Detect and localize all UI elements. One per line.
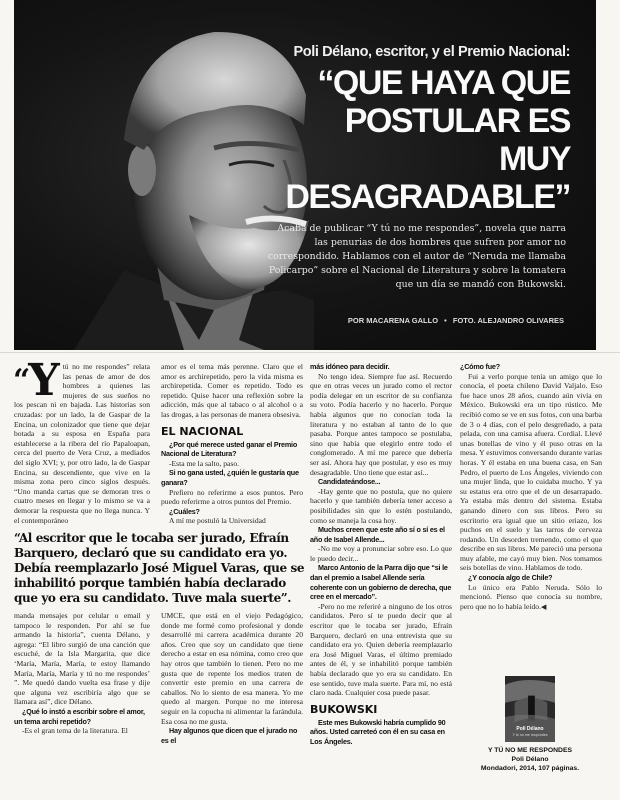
interview-question: Si no gana usted, ¿quién le gustaría que ganara? [161,468,299,487]
book-caption [470,746,590,773]
body-paragraph: amor es el tema más perenne. Claro que el amor es archirepetido, pero la vida misma es archirepetida. Comer es repetido. Todo es repetido. Quise hacer una reflexión sobre la adicción, más que al tabaco o al alcohol o a las drogas, a las personas de manera obsesiva. [161,362,303,419]
pull-quote: “Al escritor que le tocaba ser jurado, Efraín Barquero, declaró que su candidato era yo. Debía reemplazarlo José Miguel Varas, que se inhabilitó porque también había declarado que yo era su candidato. Tuve mala suerte”. [14,531,305,605]
interview-question: ¿Qué lo instó a escribir sobre el amor, un tema archi repetido? [14,706,145,726]
interview-answer: -Esta me la salto, paso. [169,458,240,468]
book-caption-details: Mondadori, 2014, 107 páginas. [480,765,580,772]
book-cover-image [505,676,555,742]
interview-question: Marco Antonio de la Parra dijo que “si le dan el premio a Isabel Allende sería coherente con un gobierno de derecha, que cree en el mercado”. [310,563,452,602]
interview-answer: No tengo idea. Siempre fue así. Recuerdo que en otras veces un jurado como el rector podía delegar en un escritor de su confianza su voto. Podía hacerlo y no hacerlo. Porque había algunos que no conocían toda la literatura y no estaban al tanto de lo que pasaba. Porque antes tampoco se postulaba, sino que había que elegirlo entre todo el conglomerado. A mí me parece que debería ser así. Ahora hay que postular, y eso es muy desagradable. Uno tiene que estar así... [310,371,452,477]
headline-line: “QUE HAYA QUE [317,64,570,102]
hero-bottom-edge [0,352,620,353]
interview-answer: -Hay gente que no postula, que no quiere hacerlo y que también debería tener acceso a posibilidades sin que lo estén postulando, como se maneja la cosa hoy. [310,486,452,525]
article-dek: Acaba de publicar “Y tú no me respondes”, novela que narra las penurias de dos hombres que sufren por amor no correspondido. Hablamos con el autor de “Neruda me llamaba Policarpo” sobre el Nacional de Literatura y sobre la tomatera que un día se mandó con Bukowski. [267,223,566,290]
book-cover-title: Y tú no me respondes [512,733,548,737]
book-caption-author: Poli Délano [511,756,549,763]
body-paragraph: manda mensajes por celular o email y tampoco le responden. Por ahí se fue armando la historia”, cuenta Délano, y agrega: “El libro surgió de una canción que escuché, de la Isla Margarita, que dice ‘María, María, María, te estoy llamando María, María, María y tú no me respondes’ ”. Me quedó dando vuelta esa frase y dije que alguna vez escribiría algo que se llamara así”, dice Délano. [14,611,150,707]
headline-line: POSTULAR ES MUY [344,102,570,178]
interview-answer: Fui a verlo porque tenía un amigo que lo conocía, el poeta chileno David Valjalo. Eso fue hace unos 28 años, cuando aún vivía en México. Bukowski era un tipo rústico. Me recibió como se ve en sus fotos, con una barba de 3 o 4 días, con el pelo desgreñado, a pata pelada, con una camisa afuera. Cordial. Llevé unas botellas de vino y él puso otras en la mesa. Y estuvimos conversando durante varias horas. Y él estaba en una buena casa, en San Pedro, el puerto de Los Ángeles, viviendo con una mujer linda, que lo cuidaba mucho. Y ya su estatus era otro que el de un desarrapado. Ya estaba más dentro del sistema. Estaba ganando dinero con sus libros. Pero su escritorio era igual que un sitio eriazo, los puchos en el suelo y las tarros de cerveza rodando. Un desorden tremendo, como el que describe en sus libros. Me pareció una persona muy afable, me cayó muy bien. Nos tomamos seis botellas de vino. Hablamos de todo. [460,371,602,573]
interview-question: más idóneo para decidir. [310,362,390,371]
byline-author: POR MACARENA GALLO [347,316,439,325]
interview-answer: -No me voy a pronunciar sobre eso. Lo que le puedo decir... [310,544,452,563]
book-caption-title: Y TÚ NO ME RESPONDES [487,747,573,754]
headline-kicker: Poli Délano, escritor, y el Premio Nacional: [293,44,570,60]
headline-line: DESAGRADABLE” [285,178,570,216]
interview-answer: Prefiero no referirme a esos puntos. Pero puedo referirme a otros puntos del Premio. [161,487,303,507]
article-column-3 [310,362,452,747]
byline-photo-credit: FOTO. ALEJANDRO OLIVARES [452,316,564,325]
interview-answer: A mí me postuló la Universidad [169,516,266,526]
article-column-2-continued [161,611,303,745]
interview-question: Candidateándose... [318,477,381,487]
headline [270,64,570,216]
author-portrait-photo [14,0,314,350]
byline-separator: • [444,316,447,325]
lead-text: tú no me respondes” relata las penas de amor de dos hombres a quienes las mujeres de sus sueños no los pescan ni en bajada. Las historias son cruzadas: por un lado, la de Gaspar de la Encina, un colonizador que tiene que dejar botada a su esposa en España para establecerse a la ribera del río Papaloapan, cerca del puerto de Vera Cruz, a mediados del siglo XVI; y, por otro lado, la de Gaspar Encina, su descendiente, que vive en la misma zona pero cinco siglos después. “Uno manda cartas que se demoran tres o cuatro meses en llegar y lo mismo se va a demorar la respuesta que no llega nunca. Y el contemporáneo [14,362,150,525]
section-heading-el-nacional: EL NACIONAL [161,424,244,438]
interview-question: Este mes Bukowski habría cumplido 90 años. Usted carreteó con él en su casa en Los Ángeles. [310,717,446,746]
hero-photo-banner [14,0,596,350]
interview-answer: -Es el gran tema de la literatura. El [22,726,128,736]
byline [348,316,564,325]
interview-question: ¿Por qué merece usted ganar el Premio Nacional de Literatura? [161,439,298,459]
book-cover-author: Poli Délano [516,726,544,732]
end-of-article-icon: ◀ [540,602,547,611]
interview-answer: -Pero no me referiré a ninguno de los otros candidatos. Pero sí te puedo decir que al escritor que le tocaba ser jurado, Efraín Barquero, declaró en una entrevista que su candidato era yo. Quien debería reemplazarlo era José Miguel Varas, el último premiado antes de él, y se inhabilitó porque también había declarado que yo era su candidato. En ese sentido, tuve mala suerte. Para mí, no está claro nada. Cualquier cosa puede pasar. [310,601,452,698]
interview-question: ¿Cómo fue? [460,362,500,371]
body-paragraph: UMCE, que está en el viejo Pedagógico, donde me formé como profesional y donde desarrollé mi carrera académica durante 20 años. Creo que soy un candidato que tiene derecho a estar en esa nómina, como creo que hay otros que también lo tienen. Pero no me gusta que de repente los medios traten de convertir este premio en una carrera de caballos. No lo siento de esa manera. Yo me quedo al margen. Porque no me interesa seguir en la copucha ni alimentar la farándula. Esa cosa no me gusta. [161,611,303,726]
section-heading-bukowski: BUKOWSKI [310,702,378,716]
interview-answer: Lo único era Pablo Neruda. Sólo lo mencionó. Pienso que conocía su nombre, pero que no lo había leído.◀ [460,582,602,611]
interview-question: Hay algunos que dicen que el jurado no es el [161,726,298,745]
interview-question: ¿Cuáles? [169,506,200,516]
article-column-4 [460,362,602,612]
interview-question: ¿Y conocía algo de Chile? [468,573,553,583]
lead-paragraph [13,355,150,525]
article-column-2 [161,362,303,526]
article-column-1-continued [14,611,150,736]
drop-cap: “Y [13,355,60,406]
interview-question: Muchos creen que este año sí o sí es el año de Isabel Allende... [310,525,445,544]
article-column-1 [13,355,150,525]
